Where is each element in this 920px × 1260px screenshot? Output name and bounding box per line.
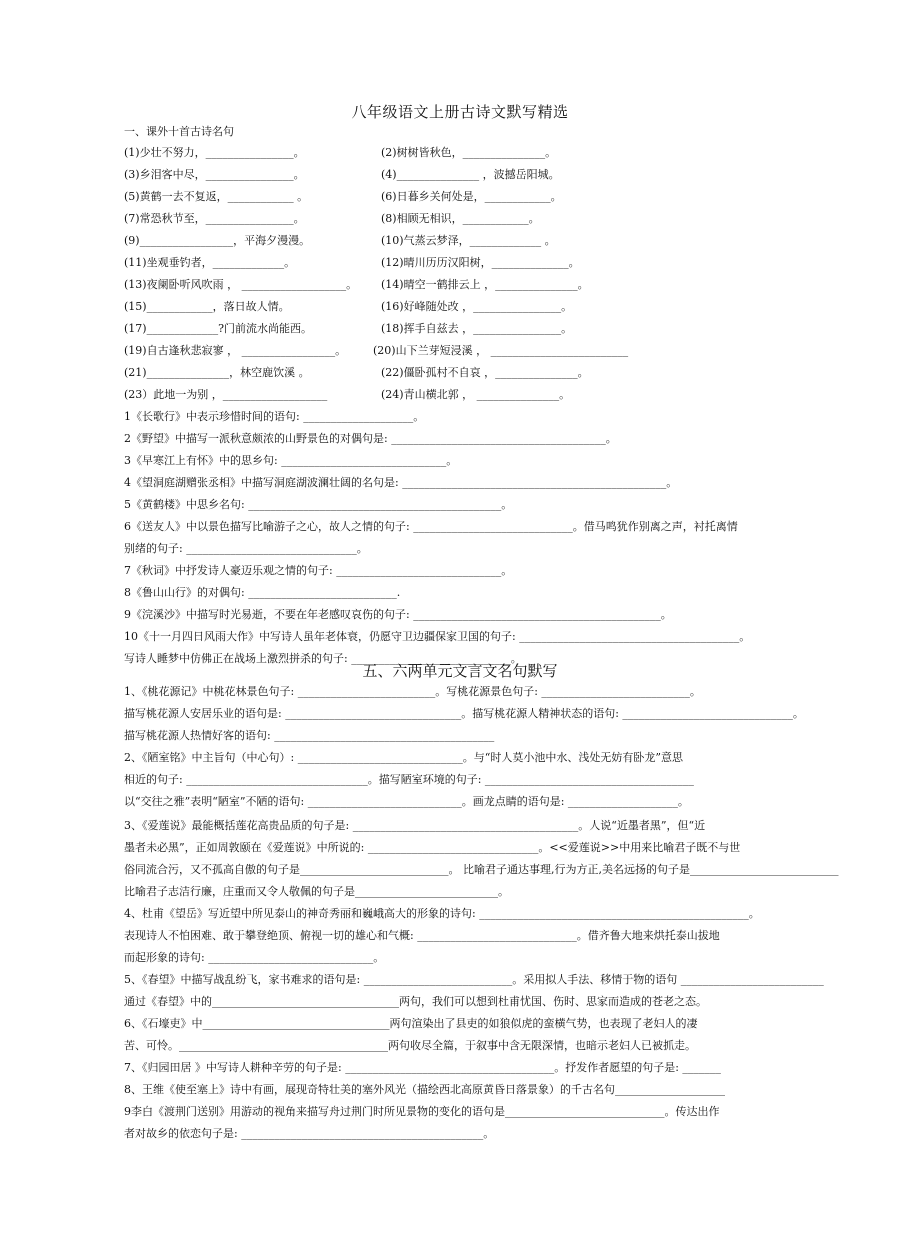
poem-line: (21)_______________，林空鹿饮溪 。 xyxy=(124,366,310,379)
poem-line: (7)常恐秋节至，________________。 xyxy=(124,212,305,225)
question-line: 以“交往之雅”表明“陋室”不陋的语句: ____________________________。画龙点睛的语句是: ____________________。 xyxy=(124,795,689,808)
question-line: 4《望洞庭湖赠张丞相》中描写洞庭湖波澜壮阔的名句是: ________________________________________________。 xyxy=(124,476,678,489)
question-line: 6、《石壕吏》中__________________________________两句渲染出了县吏的如狼似虎的蛮横气势，也表现了老妇人的凄 xyxy=(124,1017,698,1030)
poem-line: (24)青山横北郭 ， _______________。 xyxy=(381,388,571,401)
question-line: 9李白《渡荆门送别》用游动的视角来描写舟过荆门时所见景物的变化的语句是_____________________________。传达出作 xyxy=(124,1105,720,1118)
question-line: 5《黄鹤楼》中思乡名句: ______________________________________________。 xyxy=(124,498,513,511)
question-line: 6《送友人》中以景色描写比喻游子之心，故人之情的句子: _____________________________。借马鸣犹作别离之声，衬托离情 xyxy=(124,520,738,533)
section-heading-5: 五、六两单元文言文名句默写 xyxy=(362,662,558,680)
question-line: 描写桃花源人安居乐业的语句是: ________________________________。描写桃花源人精神状态的语句: _______________________________。 xyxy=(124,707,804,720)
poem-line: (10)气蒸云梦泽，_____________ 。 xyxy=(381,234,556,247)
question-line: 者对故乡的依恋句子是: ____________________________________________。 xyxy=(124,1127,495,1140)
question-line: 1、《桃花源记》中桃花林景色句子: _________________________。写桃花源景色句子: ___________________________。 xyxy=(124,685,701,698)
question-line: 表现诗人不怕困难、敢于攀登绝顶、俯视一切的雄心和气概: _____________________________。借齐鲁大地来烘托泰山拔地 xyxy=(124,929,720,942)
poem-line: (14)晴空一鹤排云上 ，_______________。 xyxy=(381,278,589,291)
poem-line: (6)日暮乡关何处是，____________。 xyxy=(381,190,562,203)
poem-line: (9)_________________，平海夕漫漫。 xyxy=(124,234,311,247)
poem-line: (22)僵卧孤村不自哀 ，_______________。 xyxy=(381,366,589,379)
question-line: 俗同流合污，又不孤高自傲的句子是___________________________。 比喻君子通达事理,行为方正,美名远扬的句子是___________________________ xyxy=(124,863,839,876)
poem-line: (19)自古逢秋悲寂寥 ， _________________。 xyxy=(124,344,347,357)
question-line: 4、杜甫《望岳》写近望中所见泰山的神奇秀丽和巍峨高大的形象的诗句: _________________________________________________。 xyxy=(124,907,760,920)
poem-line: (15)____________，落日故人情。 xyxy=(124,300,290,313)
question-line: 比喻君子志洁行廉，庄重而又令人敬佩的句子是__________________________。 xyxy=(124,885,509,898)
poem-line: (16)好峰随处改 ，________________。 xyxy=(381,300,573,313)
question-line: 别绪的句子: _______________________________。 xyxy=(124,542,368,555)
question-line: 2《野望》中描写一派秋意颇浓的山野景色的对偶句是: _______________________________________。 xyxy=(124,432,617,445)
poem-line: (5)黄鹤一去不复返，____________ 。 xyxy=(124,190,309,203)
poem-line: (12)晴川历历汉阳树，______________。 xyxy=(381,256,580,269)
question-line: 描写桃花源人热情好客的语句: ________________________________________ xyxy=(124,729,495,742)
question-line: 7、《归园田居 》中写诗人耕种辛劳的句子是: ______________________________________。抒发作者愿望的句子是: _______ xyxy=(124,1061,721,1074)
question-line: 而起形象的诗句: ______________________________。 xyxy=(124,951,385,964)
question-line: 通过《春望》中的__________________________________两句，我们可以想到杜甫忧国、伤时、思家而造成的苍老之态。 xyxy=(124,995,707,1008)
question-line: 9《浣溪沙》中描写时光易逝，不要在年老感叹哀伤的句子: _____________________________________________。 xyxy=(124,608,672,621)
question-line: 2、《陋室铭》中主旨句（中心句）: ______________________________。与“时人莫小池中水、浅处无妨有卧龙”意思 xyxy=(124,751,683,764)
section-heading-1: 一、课外十首古诗名句 xyxy=(124,125,234,138)
poem-line: (18)挥手自兹去 ，________________。 xyxy=(381,322,573,335)
poem-line: (23）此地一为别 ，___________________ xyxy=(124,388,328,401)
question-line: 10《十一月四日风雨大作》中写诗人虽年老体衰，仍愿守卫边疆保家卫国的句子: ________________________________________。 xyxy=(124,630,751,643)
question-line: 3、《爱莲说》最能概括莲花高贵品质的句子是: _________________________________________。人说“近墨者黑”，但“近 xyxy=(124,819,706,832)
poem-line: (20)山下兰芽短浸溪 ， _________________________ xyxy=(373,344,629,357)
poem-line: (17)_____________?门前流水尚能西。 xyxy=(124,322,312,335)
page-title: 八年级语文上册古诗文默写精选 xyxy=(351,103,569,121)
question-line: 8《鲁山山行》的对偶句: ___________________________. xyxy=(124,586,401,599)
question-line: 墨者未必黑”，正如周敦颐在《爱莲说》中所说的: _______________________________。<<爱莲说>>中用来比喻君子既不与世 xyxy=(124,841,741,854)
question-line: 7《秋词》中抒发诗人豪迈乐观之情的句子: ______________________________。 xyxy=(124,564,513,577)
poem-line: (1)少壮不努力，________________。 xyxy=(124,146,305,159)
question-line: 8、王维《使至塞上》诗中有画，展现奇特壮美的塞外风光（描绘西北高原黄昏日落景象）的千古名句____________________ xyxy=(124,1083,725,1096)
poem-line: (11)坐观垂钓者，_____________。 xyxy=(124,256,296,269)
poem-line: (8)相顾无相识，____________。 xyxy=(381,212,540,225)
poem-line: (13)夜阑卧听风吹雨 ， ___________________。 xyxy=(124,278,358,291)
question-line: 1《长歌行》中表示珍惜时间的语句: ____________________。 xyxy=(124,410,425,423)
question-line: 苦、可怜。______________________________________两句收尽全篇，于叙事中含无限深情，也暗示老妇人已被抓走。 xyxy=(124,1039,696,1052)
question-line: 写诗人睡梦中仿佛正在战场上激烈拼杀的句子: _____________________________。 xyxy=(124,652,522,665)
poem-line: (3)乡泪客中尽，________________。 xyxy=(124,168,305,181)
question-line: 相近的句子: _________________________________。描写陋室环境的句子: ______________________________________ xyxy=(124,773,694,786)
question-line: 5、《春望》中描写战乱纷飞，家书难求的语句是: ___________________________。采用拟人手法、移情于物的语句 __________________________ xyxy=(124,973,824,986)
poem-line: (4)_______________ ，波撼岳阳城。 xyxy=(381,168,560,181)
poem-line: (2)树树皆秋色，_______________。 xyxy=(381,146,557,159)
question-line: 3《早寒江上有怀》中的思乡句: ______________________________。 xyxy=(124,454,458,467)
